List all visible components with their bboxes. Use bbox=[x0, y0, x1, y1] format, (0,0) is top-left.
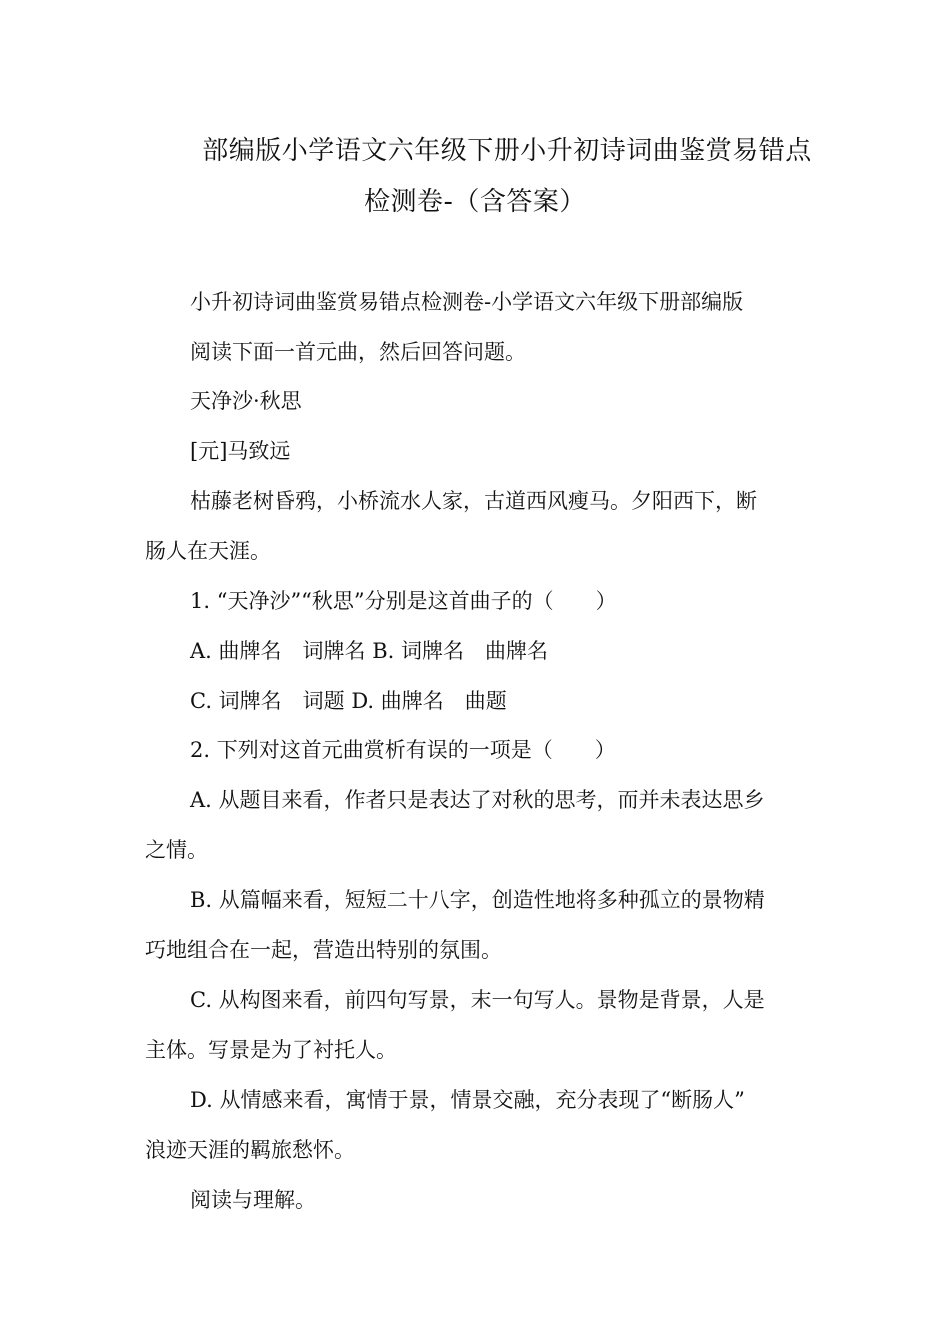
question-2-option-c-line1: C. 从构图来看，前四句写景，末一句写人。景物是背景，人是 bbox=[190, 988, 765, 1012]
poem-title: 天净沙·秋思 bbox=[190, 389, 302, 413]
question-2-option-a-line1: A. 从题目来看，作者只是表达了对秋的思考，而并未表达思乡 bbox=[190, 788, 765, 812]
poem-author: [元]马致远 bbox=[190, 439, 291, 463]
question-2-option-a-line2: 之情。 bbox=[145, 838, 208, 862]
question-1-stem: 1. “天净沙”“秋思”分别是这首曲子的（ ） bbox=[190, 589, 617, 613]
next-section-heading: 阅读与理解。 bbox=[190, 1188, 316, 1212]
poem-text-line2: 肠人在天涯。 bbox=[145, 539, 271, 563]
document-title-line2: 检测卷-（含答案） bbox=[364, 187, 586, 217]
question-2-option-b-line1: B. 从篇幅来看，短短二十八字，创造性地将多种孤立的景物精 bbox=[190, 888, 765, 912]
poem-text-line1: 枯藤老树昏鸦，小桥流水人家，古道西风瘦马。夕阳西下，断 bbox=[190, 489, 757, 513]
question-1-options-ab: A. 曲牌名 词牌名 B. 词牌名 曲牌名 bbox=[190, 639, 548, 663]
subtitle: 小升初诗词曲鉴赏易错点检测卷-小学语文六年级下册部编版 bbox=[190, 290, 744, 314]
question-2-stem: 2. 下列对这首元曲赏析有误的一项是（ ） bbox=[190, 738, 616, 762]
question-2-option-d-line2: 浪迹天涯的羁旅愁怀。 bbox=[145, 1138, 355, 1162]
instruction: 阅读下面一首元曲，然后回答问题。 bbox=[190, 340, 526, 364]
document-title-line1: 部编版小学语文六年级下册小升初诗词曲鉴赏易错点 bbox=[202, 136, 812, 166]
question-2-option-b-line2: 巧地组合在一起，营造出特别的氛围。 bbox=[145, 938, 502, 962]
question-1-options-cd: C. 词牌名 词题 D. 曲牌名 曲题 bbox=[190, 689, 507, 713]
question-2-option-c-line2: 主体。写景是为了衬托人。 bbox=[145, 1038, 397, 1062]
question-2-option-d-line1: D. 从情感来看，寓情于景，情景交融，充分表现了“断肠人” bbox=[190, 1088, 745, 1112]
